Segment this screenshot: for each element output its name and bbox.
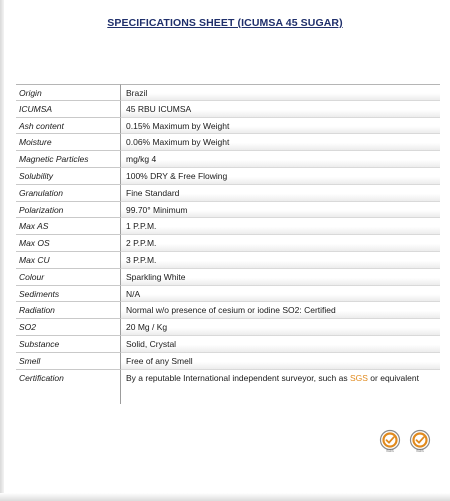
spec-value: Solid, Crystal (120, 336, 440, 353)
spec-row (16, 302, 440, 319)
spec-value: 45 RBU ICUMSA (120, 101, 440, 118)
spec-row (16, 185, 440, 202)
spec-row (16, 336, 440, 353)
spec-row (16, 101, 440, 118)
spec-label: Sediments (16, 286, 120, 303)
spec-value: Free of any Smell (120, 353, 440, 370)
spec-value: 2 P.P.M. (120, 235, 440, 252)
spec-table (16, 84, 440, 404)
spec-label: Solubility (16, 168, 120, 185)
spec-value: 0.15% Maximum by Weight (120, 118, 440, 135)
spec-label: ICUMSA (16, 101, 120, 118)
spec-value: Sparkling White (120, 269, 440, 286)
spec-value: Brazil (120, 84, 440, 101)
spec-row (16, 134, 440, 151)
spec-row (16, 286, 440, 303)
certification-text: By a reputable International independent surveyor, such as (126, 372, 350, 383)
certification-text-end: or equivalent (367, 372, 419, 383)
spec-value: 1 P.P.M. (120, 218, 440, 235)
sgs-logo-1 (378, 429, 402, 455)
spec-row (16, 151, 440, 168)
spec-label: Max CU (16, 252, 120, 269)
sgs-seal-icon (378, 429, 402, 451)
spec-label: Magnetic Particles (16, 151, 120, 168)
spec-value: 100% DRY & Free Flowing (120, 168, 440, 185)
page-bottom-edge (0, 493, 450, 501)
spec-value: 20 Mg / Kg (120, 319, 440, 336)
spec-row (16, 118, 440, 135)
spec-row (16, 319, 440, 336)
spec-label: Smell (16, 353, 120, 370)
spec-row (16, 84, 440, 101)
spec-row (16, 218, 440, 235)
spec-value: Fine Standard (120, 185, 440, 202)
spec-label: Max OS (16, 235, 120, 252)
certification-sgs-highlight: SGS (349, 372, 368, 383)
spec-label: SO2 (16, 319, 120, 336)
spec-row (16, 252, 440, 269)
spec-row-certification (16, 370, 440, 404)
spec-value: 99.70° Minimum (120, 202, 440, 219)
spec-label: Granulation (16, 185, 120, 202)
spec-label: Radiation (16, 302, 120, 319)
spec-row (16, 202, 440, 219)
page-title-text: SPECIFICATIONS SHEET (ICUMSA 45 SUGAR) (107, 17, 343, 29)
spec-label: Ash content (16, 118, 120, 135)
spec-value: mg/kg 4 (120, 151, 440, 168)
sgs-logo-2 (408, 429, 432, 455)
sgs-logo-caption: SGS (416, 449, 424, 453)
spec-row (16, 269, 440, 286)
sgs-seal-icon (408, 429, 432, 451)
spec-label: Origin (16, 84, 120, 101)
certification-logos (378, 429, 432, 455)
page-title (0, 17, 450, 29)
page-left-edge (0, 0, 4, 501)
spec-label: Max AS (16, 218, 120, 235)
spec-row (16, 353, 440, 370)
spec-value: Normal w/o presence of cesium or iodine SO2: Certified (120, 302, 440, 319)
spec-value-certification (120, 370, 440, 404)
spec-label: Colour (16, 269, 120, 286)
spec-value: 3 P.P.M. (120, 252, 440, 269)
spec-label: Substance (16, 336, 120, 353)
spec-row (16, 168, 440, 185)
sgs-logo-caption: SGS (386, 449, 394, 453)
spec-label: Certification (19, 372, 64, 383)
spec-value: N/A (120, 286, 440, 303)
spec-row (16, 235, 440, 252)
spec-label: Polarization (16, 202, 120, 219)
spec-value: 0.06% Maximum by Weight (120, 134, 440, 151)
spec-label: Moisture (16, 134, 120, 151)
